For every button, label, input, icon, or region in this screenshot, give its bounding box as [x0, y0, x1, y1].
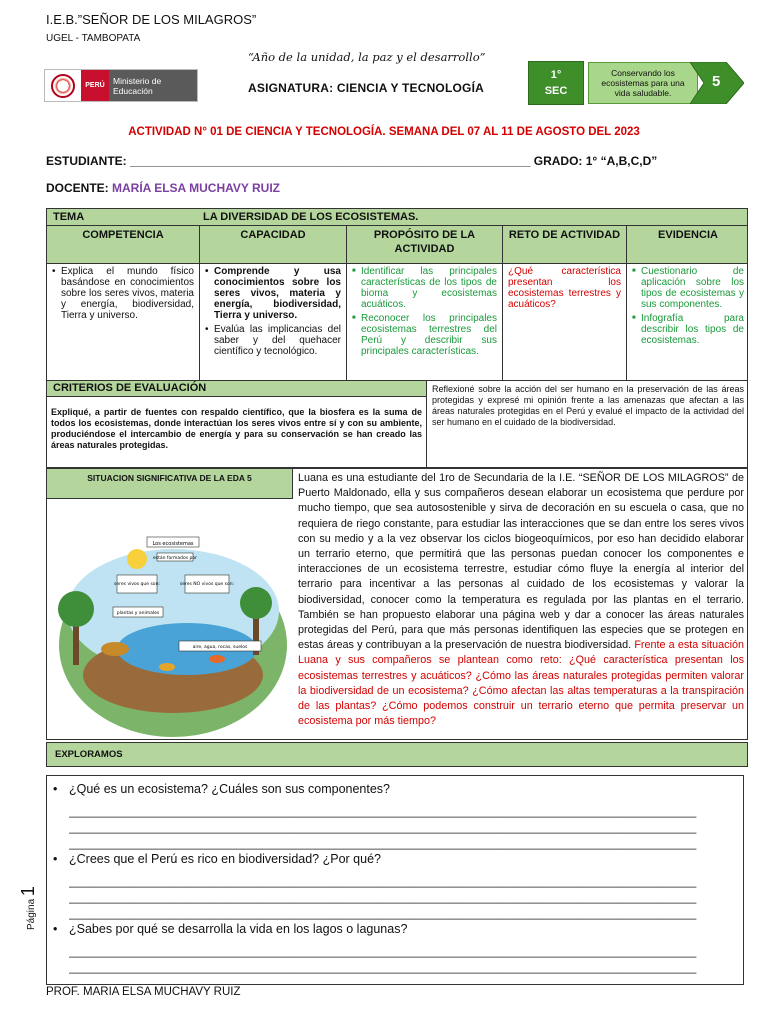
tema-row [47, 209, 747, 226]
evidencia-item: ■ Infografía para describir los tipos de ecosistemas. [632, 313, 744, 346]
teacher-line [46, 181, 280, 195]
question-text: ¿Sabes por qué se desarrolla la vida en los lagos o lagunas? [69, 922, 408, 936]
diagram-label-plants: plantas y animales [116, 611, 160, 616]
activity-title: ACTIVIDAD N° 01 DE CIENCIA Y TECNOLOGÍA. SEMANA DEL 07 AL 11 DE AGOSTO DEL 2023 [128, 126, 640, 138]
diagram-label-elements: aire, agua, rocas, suelos [192, 645, 248, 650]
grade-badge-sec: SEC [544, 85, 568, 97]
proposito-item: ■ Reconocer los principales ecosistemas terrestres del Perú y describir sus principales características. [352, 313, 497, 357]
competencia-text: • Explica el mundo físico basándose en conocimientos sobre los seres vivos, materia y energía, biodiversidad, Tierra y universo. [52, 266, 194, 321]
unit-number-badge [690, 62, 744, 104]
diagram-label-top: Los ecosistemas [152, 541, 194, 547]
header-reto: RETO DE ACTIVIDAD [503, 226, 627, 263]
grade-badge-level: 1° [550, 69, 562, 81]
questions-box [46, 775, 744, 985]
subject-title: ASIGNATURA: CIENCIA Y TECNOLOGÍA [248, 81, 484, 95]
header-proposito: PROPÓSITO DE LA ACTIVIDAD [347, 226, 503, 263]
answer-line[interactable]: ______________________________________________________________________________________________ [69, 804, 697, 818]
situation-text [294, 469, 748, 739]
situation-title: SITUACION SIGNIFICATIVA DE LA EDA 5 [47, 469, 293, 499]
answer-line[interactable]: ______________________________________________________________________________________________ [69, 874, 697, 888]
student-line: ESTUDIANTE: ____________________________________________________________ GRADO: 1° “A,B,C,D” [46, 154, 658, 168]
question-item: • ¿Crees que el Perú es rico en biodiversidad? ¿Por qué? [53, 852, 381, 866]
capacidad-item: • Comprende y usa conocimientos sobre los seres vivos, materia y energía, biodiversidad, Tierra y universo. [205, 266, 341, 321]
seal-icon [45, 70, 81, 101]
answer-line[interactable]: ______________________________________________________________________________________________ [69, 960, 697, 974]
competencia-cell [47, 264, 200, 380]
year-motto: “Año de la unidad, la paz y el desarrollo” [248, 50, 486, 64]
question-item: • ¿Qué es un ecosistema? ¿Cuáles son sus componentes? [53, 782, 391, 796]
evidencia-item: ■ Cuestionario de aplicación sobre los tipos de ecosistemas y sus componentes. [632, 266, 744, 310]
header-capacidad: CAPACIDAD [200, 226, 347, 263]
unit-number: 5 [712, 73, 721, 90]
tema-label: TEMA [53, 211, 85, 223]
explore-header: EXPLORAMOS [46, 742, 748, 767]
answer-line[interactable]: ______________________________________________________________________________________________ [69, 820, 697, 834]
answer-lines[interactable] [69, 943, 735, 975]
criterios-header: CRITERIOS DE EVALUACIÓN [47, 381, 427, 397]
teacher-name: MARÍA ELSA MUCHAVY RUIZ [112, 181, 280, 195]
reto-cell [503, 264, 627, 380]
unit-badge [588, 62, 698, 104]
page-number-value: 1 [18, 886, 38, 897]
answer-line[interactable]: ______________________________________________________________________________________________ [69, 906, 697, 920]
proposito-item: ■ Identificar las principales características de los tipos de bioma y ecosistemas acuáticos. [352, 266, 497, 310]
situation-narrative: Luana es una estudiante del 1ro de Secundaria de la I.E. “SEÑOR DE LOS MILAGROS” de Puerto Maldonado, ella y sus compañeros desean elaborar un ecosistema que perdure por mucho tiempo, que sea autosostenible y sirva de decoración en su escuela o casa, que no requiera de riego constante, para estudiar las interacciones que se dan entre los seres vivos con su medio y a la vez observar los ciclos biogeoquímicos, por eso han decidido elaborar un terrario eterno, que permitirá que las personas puedan conocer los componentes e interacciones de un ecosistema terrestre, estudiar cómo fluye la energía al interior del terrario para incentivar a las personas al cuidado de los ecosistemas y valorar la biodiversidad, conocer como la temperatura es regulada por las plantas en el terrario. También se han propuesto elaborar una página web y dar a conocer las áreas naturales protegidas del Perú, para que más personas identifiquen las especies que se protegen en estas áreas y contribuyan a la preservación de nuestra biodiversidad. [298, 472, 744, 652]
proposito-cell [347, 264, 503, 380]
table-header-row [47, 226, 747, 264]
table-body-row [47, 264, 747, 381]
diagram-label-living: seres vivos que son: [114, 582, 160, 587]
header-competencia: COMPETENCIA [47, 226, 200, 263]
answer-lines[interactable] [69, 803, 735, 851]
situation-box [46, 468, 748, 740]
header-evidencia: EVIDENCIA [658, 229, 718, 241]
page-number [18, 886, 39, 930]
diagram-label-formed: están formados por [152, 556, 198, 561]
criterio-2: Reflexioné sobre la acción del ser humano en la preservación de las áreas protegidas y expresé mi opinión frente a las amenazas que afectan a las áreas naturales protegidas en el Perú y evalué el impacto de la actividad del ser humano en el cuidado de la biodiversidad. [432, 384, 744, 427]
capacidad-cell [200, 264, 347, 380]
diagram-label-nonliving: seres NO vivos que son: [179, 582, 235, 587]
criterio-1: Expliqué, a partir de fuentes con respaldo científico, que la biosfera es la suma de todos los ecosistemas, donde interactúan los seres vivos entre sí y con su ambiente, produciéndose el intercambio de energía y para su conservación se han creado las áreas naturales protegidas. [47, 397, 427, 468]
footer-teacher: PROF. MARIA ELSA MUCHAVY RUIZ [46, 986, 241, 998]
unit-title: Conservando los ecosistemas para una vida saludable. [601, 68, 685, 98]
evidencia-cell [627, 264, 749, 380]
answer-line[interactable]: ______________________________________________________________________________________________ [69, 890, 697, 904]
tema-value: LA DIVERSIDAD DE LOS ECOSISTEMAS. [203, 211, 419, 223]
reto-text: ¿Qué característica presentan los ecosistemas terrestres y acuáticos? [508, 266, 621, 310]
teacher-label: DOCENTE: [46, 181, 112, 195]
question-item: • ¿Sabes por qué se desarrolla la vida en los lagos o lagunas? [53, 922, 408, 936]
page-label: Página [26, 898, 37, 930]
ministry-logo [44, 69, 198, 102]
logo-peru: PERÚ [81, 70, 109, 101]
ecosystem-illustration [47, 499, 293, 739]
answer-line[interactable]: ______________________________________________________________________________________________ [69, 836, 697, 850]
logo-ministry: Ministerio de Educación [109, 70, 197, 101]
answer-line[interactable]: ______________________________________________________________________________________________ [69, 944, 697, 958]
capacidad-item: • Evalúa las implicancias del saber y del quehacer científico y tecnológico. [205, 324, 341, 357]
grade-badge [528, 61, 584, 105]
question-text: ¿Crees que el Perú es rico en biodiversidad? ¿Por qué? [69, 852, 381, 866]
ugel-name: UGEL - TAMBOPATA [46, 33, 141, 44]
ecosystem-diagram-icon [47, 499, 293, 739]
situation-challenge: Frente a esta situación Luana y sus compañeros se plantean como reto: ¿Qué característica presentan los ecosistemas terrestres y acuáticos? ¿Cómo las áreas naturales protegidas permiten valorar la biodiversidad de un ecosistema? ¿Cómo afectan las altas temperaturas a la transpiración de las plantas? ¿Cómo podemos construir un terrario eterno que permita preservar un ecosistema por más tiempo? [298, 639, 744, 728]
question-text: ¿Qué es un ecosistema? ¿Cuáles son sus componentes? [69, 782, 391, 796]
school-name: I.E.B.”SEÑOR DE LOS MILAGROS” [46, 12, 257, 27]
planning-table [46, 208, 748, 468]
answer-lines[interactable] [69, 873, 735, 921]
